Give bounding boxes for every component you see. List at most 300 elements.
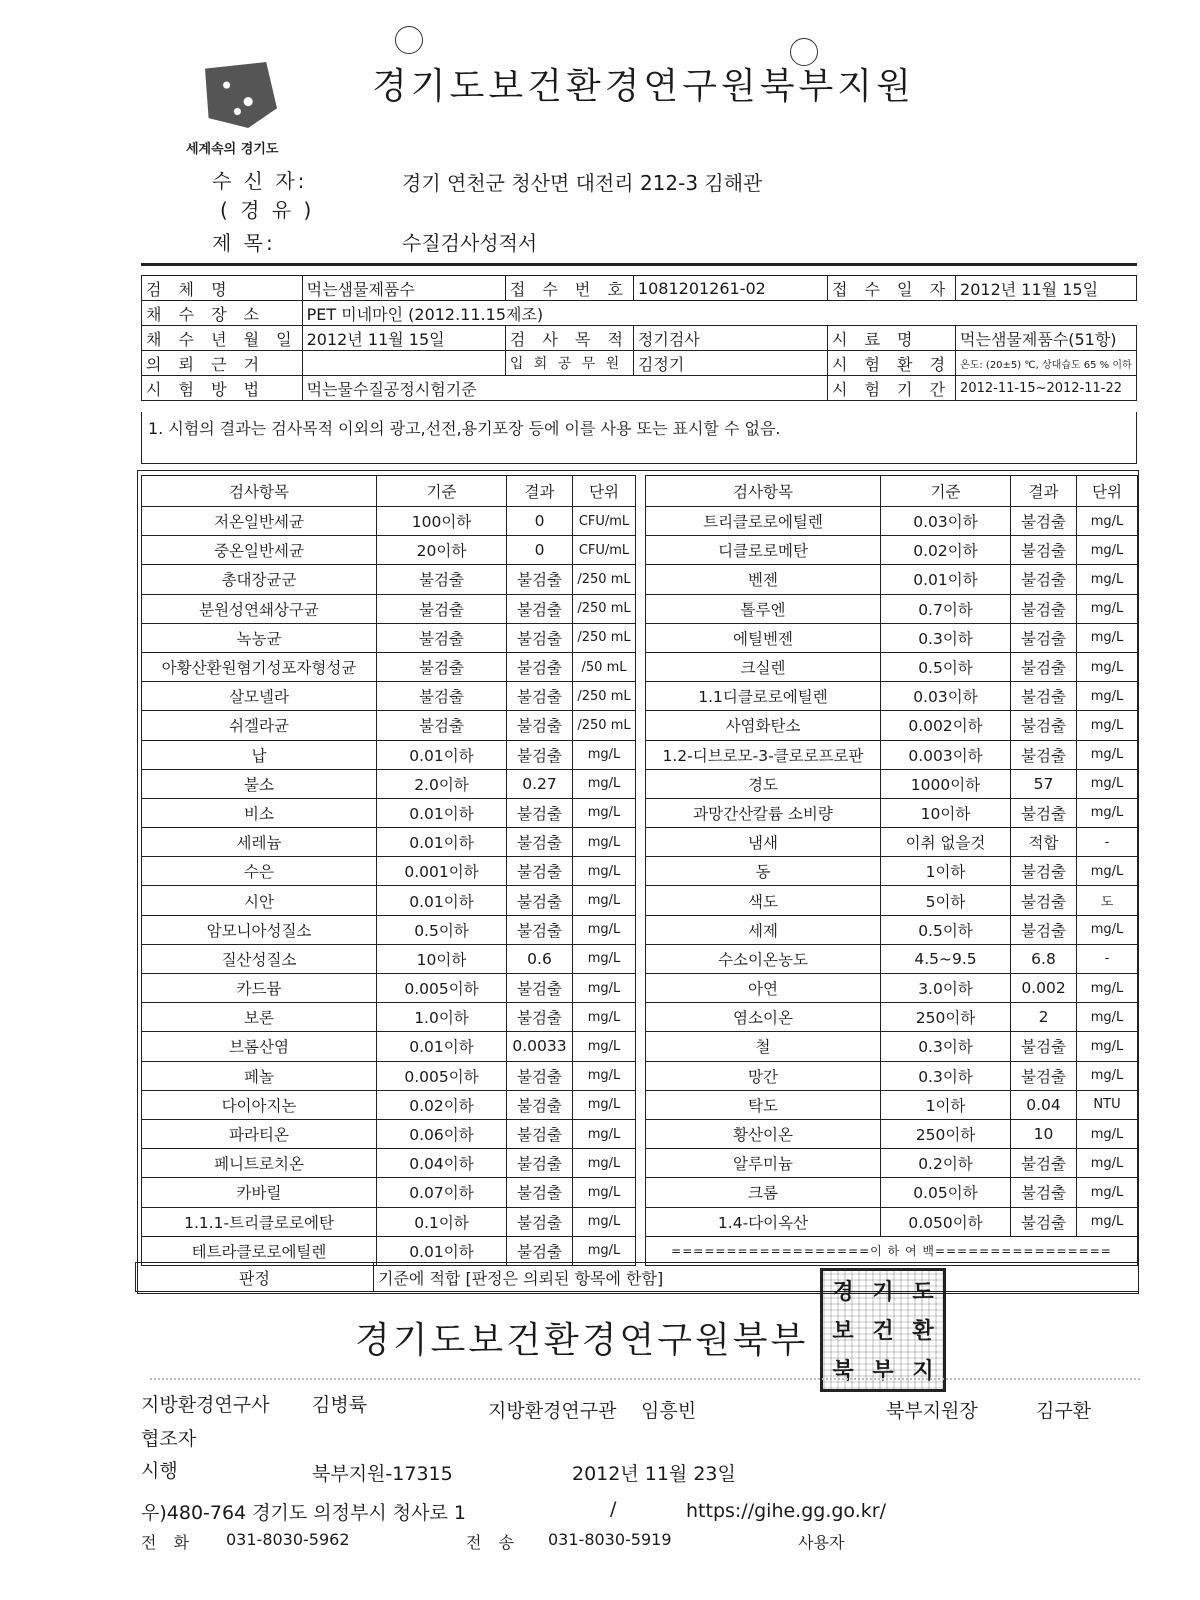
cell-unit: 도 [1077,886,1138,915]
result-row [646,652,1138,681]
col-unit-header: 단위 [1077,476,1138,507]
col-result-header: 결과 [1011,476,1077,507]
cell-item: 보론 [142,1003,377,1032]
cell-item: 황산이온 [646,1119,881,1148]
cell-item: 암모니아성질소 [142,915,377,944]
specimen-value: 먹는샘물제품수 [302,276,505,301]
punch-hole-left [395,26,423,54]
result-row [646,1119,1138,1148]
col-standard-header: 기준 [881,476,1011,507]
seal-char: 경 [832,1280,854,1306]
researcher-name: 김병륙 [312,1394,368,1416]
cell-item: 톨루엔 [646,594,881,623]
sampling-place-value: PET 미네마인 (2012.11.15제조) [302,301,1136,326]
cell-result: 불검출 [1011,857,1077,886]
result-row [646,1090,1138,1119]
result-row [142,1061,636,1090]
issuer-name: 경기도보건환경연구원북부 [355,1320,809,1361]
result-row [142,1003,636,1032]
cell-item: 분원성연쇄상구균 [142,594,377,623]
cell-result: 불검출 [507,886,573,915]
result-row [142,1119,636,1148]
notice-text: 1. 시험의 결과는 검사목적 이외의 광고,선전,용기포장 등에 이를 사용 또는 표시할 수 없음. [141,412,1137,464]
cell-unit: mg/L [573,798,636,827]
cell-result: 불검출 [1011,1207,1077,1236]
result-row [646,565,1138,594]
result-row [646,536,1138,565]
cell-standard: 0.2이하 [881,1149,1011,1178]
cell-unit: mg/L [1077,652,1138,681]
cell-result: 불검출 [1011,594,1077,623]
result-row [646,1149,1138,1178]
cell-result: 불검출 [1011,536,1077,565]
cell-item: 총대장균군 [142,565,377,594]
cell-standard: 0.02이하 [881,536,1011,565]
blank-remainder-text: ==================이 하 여 백================ [646,1236,1138,1265]
blank-remainder-row [646,1236,1138,1265]
cell-standard: 0.5이하 [377,915,507,944]
cell-item: 수은 [142,857,377,886]
cell-standard: 0.5이하 [881,915,1011,944]
cell-item: 1.1디클로로에틸렌 [646,682,881,711]
cell-item: 아황산환원혐기성포자형성균 [142,652,377,681]
cell-standard: 0.07이하 [377,1178,507,1207]
cell-unit: mg/L [573,944,636,973]
cell-standard: 0.01이하 [377,1236,507,1265]
results-table-left [141,475,636,1266]
cell-item: 비소 [142,798,377,827]
cell-standard: 0.02이하 [377,1090,507,1119]
cell-standard: 0.01이하 [377,798,507,827]
cell-standard: 0.01이하 [377,886,507,915]
env-label: 시 험 환 경 [827,351,955,376]
result-row [142,1236,636,1265]
cell-result: 불검출 [1011,740,1077,769]
cell-standard: 0.03이하 [881,507,1011,536]
receipt-date-label: 접 수 일 자 [827,276,955,301]
col-unit-header: 단위 [573,476,636,507]
cell-result: 불검출 [507,652,573,681]
cell-unit: /250 mL [573,682,636,711]
logo-caption: 세계속의 경기도 [186,142,279,157]
cell-item: 크롬 [646,1178,881,1207]
cell-unit: mg/L [1077,623,1138,652]
results-table-right [645,475,1138,1266]
specimen-label: 검 체 명 [142,276,303,301]
cell-result: 불검출 [507,1149,573,1178]
cell-result: 불검출 [1011,507,1077,536]
cell-result: 불검출 [507,1207,573,1236]
cell-unit: mg/L [573,1119,636,1148]
document-title: 경기도보건환경연구원북부지원 [372,66,915,107]
cell-standard: 불검출 [377,594,507,623]
cell-standard: 0.03이하 [881,682,1011,711]
result-row [142,711,636,740]
cell-item: 1.4-다이옥산 [646,1207,881,1236]
cell-item: 질산성질소 [142,944,377,973]
result-row [142,507,636,536]
verdict-table [135,1262,1139,1292]
cell-result: 불검출 [1011,565,1077,594]
cell-standard: 불검출 [377,652,507,681]
cell-result: 0 [507,507,573,536]
cell-result: 불검출 [507,711,573,740]
cell-standard: 0.001이하 [377,857,507,886]
period-label: 시 험 기 간 [827,376,955,401]
seal-char: 기 [872,1280,894,1306]
sample-name-value: 먹는샘물제품수(51항) [956,326,1137,351]
official-value: 김정기 [633,351,827,376]
cell-result: 0 [507,536,573,565]
cell-unit: mg/L [573,1236,636,1265]
result-row [646,594,1138,623]
result-row [646,711,1138,740]
address: 우)480-764 경기도 의정부시 청사로 1 [141,1502,466,1524]
cell-unit: mg/L [573,1090,636,1119]
cell-result: 불검출 [507,798,573,827]
cell-unit: mg/L [1077,1178,1138,1207]
cell-item: 테트라클로로에틸렌 [142,1236,377,1265]
cell-unit: mg/L [573,886,636,915]
cell-result: 6.8 [1011,944,1077,973]
cell-item: 수소이온농도 [646,944,881,973]
cell-result: 불검출 [507,682,573,711]
col-item-header: 검사항목 [646,476,881,507]
receipt-date-value: 2012년 11월 15일 [956,276,1137,301]
cell-item: 색도 [646,886,881,915]
cell-item: 카드뮴 [142,974,377,1003]
cell-standard: 4.5~9.5 [881,944,1011,973]
result-row [646,1207,1138,1236]
director-title: 북부지원장 [886,1400,978,1422]
cell-standard: 불검출 [377,623,507,652]
env-value: 온도: (20±5) ℃, 상대습도 65 % 이하 [956,351,1137,376]
cell-unit: mg/L [1077,507,1138,536]
result-row [646,798,1138,827]
result-row [142,1178,636,1207]
cell-result: 불검출 [1011,886,1077,915]
cell-unit: mg/L [1077,798,1138,827]
dotted-divider [150,1378,1140,1380]
cell-item: 불소 [142,769,377,798]
cell-unit: mg/L [573,1207,636,1236]
cell-result: 0.27 [507,769,573,798]
cell-unit: mg/L [1077,857,1138,886]
officer-name: 임흥빈 [641,1400,697,1422]
basis-value [302,351,505,376]
cell-item: 탁도 [646,1090,881,1119]
cell-standard: 2.0이하 [377,769,507,798]
result-row [646,507,1138,536]
cell-unit: mg/L [573,915,636,944]
cell-result: 불검출 [1011,711,1077,740]
cell-item: 녹농균 [142,623,377,652]
cell-result: 불검출 [507,1090,573,1119]
website-link[interactable]: https://gihe.gg.go.kr/ [686,1500,886,1522]
cell-standard: 0.7이하 [881,594,1011,623]
cell-standard: 0.3이하 [881,623,1011,652]
cell-standard: 1000이하 [881,769,1011,798]
receipt-no-value: 1081201261-02 [633,276,827,301]
seal-char: 보 [832,1319,854,1345]
result-row [646,915,1138,944]
result-row [142,623,636,652]
purpose-value: 정기검사 [633,326,827,351]
result-row [142,1032,636,1061]
cell-item: 쉬겔라균 [142,711,377,740]
subject-label: 제 목: [212,231,276,255]
cell-result: 불검출 [1011,682,1077,711]
result-row [142,652,636,681]
subject-value: 수질검사성적서 [402,231,538,255]
cell-result: 0.6 [507,944,573,973]
cell-unit: mg/L [573,828,636,857]
cell-standard: 0.003이하 [881,740,1011,769]
enforcement-label: 시행 [141,1460,178,1482]
cell-unit: /50 mL [573,652,636,681]
cell-standard: 0.3이하 [881,1032,1011,1061]
cell-standard: 1이하 [881,857,1011,886]
phone-label: 전 화 [141,1533,195,1552]
cell-unit: mg/L [1077,769,1138,798]
enforcement-doc-no: 북부지원-17315 [312,1463,453,1485]
cell-item: 중온일반세균 [142,536,377,565]
official-label: 입 회 공 무 원 [505,351,633,376]
seal-char: 부 [872,1358,894,1384]
cell-unit: mg/L [573,1032,636,1061]
contact-separator: / [610,1498,617,1520]
cell-unit: mg/L [1077,1061,1138,1090]
cell-standard: 불검출 [377,565,507,594]
cell-result: 불검출 [507,1236,573,1265]
result-row [646,857,1138,886]
sampling-place-label: 채 수 장 소 [142,301,303,326]
cell-standard: 이취 없을것 [881,828,1011,857]
cell-standard: 10이하 [377,944,507,973]
seal-char: 건 [872,1319,894,1345]
cell-item: 경도 [646,769,881,798]
cell-unit: /250 mL [573,711,636,740]
cell-standard: 5이하 [881,886,1011,915]
cell-item: 알루미늄 [646,1149,881,1178]
cooperator-label: 협조자 [141,1428,197,1450]
result-row [142,828,636,857]
cell-result: 불검출 [1011,623,1077,652]
cell-standard: 0.1이하 [377,1207,507,1236]
cell-item: 브롬산염 [142,1032,377,1061]
cell-item: 다이아지논 [142,1090,377,1119]
result-row [646,1061,1138,1090]
cell-unit: mg/L [1077,1032,1138,1061]
result-row [142,798,636,827]
cell-standard: 0.06이하 [377,1119,507,1148]
cell-standard: 20이하 [377,536,507,565]
user-label: 사용자 [798,1533,845,1552]
cell-unit: mg/L [573,1003,636,1032]
cell-result: 불검출 [507,623,573,652]
cell-result: 불검출 [507,857,573,886]
cell-standard: 0.01이하 [377,740,507,769]
cell-item: 1.2-디브로모-3-클로로프로판 [646,740,881,769]
result-row [646,1003,1138,1032]
cell-item: 과망간산칼륨 소비량 [646,798,881,827]
verdict-label: 판정 [136,1263,374,1292]
cell-result: 불검출 [1011,1178,1077,1207]
cell-standard: 불검출 [377,682,507,711]
cell-unit: mg/L [1077,682,1138,711]
cell-unit: mg/L [573,1149,636,1178]
result-row [646,682,1138,711]
official-seal [820,1268,946,1392]
cell-result: 0.04 [1011,1090,1077,1119]
cell-result: 불검출 [507,1061,573,1090]
col-standard-header: 기준 [377,476,507,507]
cell-standard: 0.050이하 [881,1207,1011,1236]
seal-char: 지 [912,1358,934,1384]
via-label: ( 경 유 ) [220,198,315,222]
cell-standard: 0.5이하 [881,652,1011,681]
cell-standard: 1.0이하 [377,1003,507,1032]
fax-label: 전 송 [466,1533,520,1552]
cell-unit: mg/L [1077,711,1138,740]
cell-item: 철 [646,1032,881,1061]
phone-number: 031-8030-5962 [226,1530,350,1549]
cell-result: 불검출 [1011,1061,1077,1090]
cell-standard: 0.002이하 [881,711,1011,740]
cell-unit: /250 mL [573,594,636,623]
result-row [646,886,1138,915]
col-item-header: 검사항목 [142,476,377,507]
cell-unit: mg/L [1077,1207,1138,1236]
cell-standard: 3.0이하 [881,974,1011,1003]
cell-item: 카바릴 [142,1178,377,1207]
result-row [646,828,1138,857]
result-row [646,974,1138,1003]
enforcement-date: 2012년 11월 23일 [572,1463,736,1485]
cell-unit: - [1077,828,1138,857]
cell-unit: mg/L [573,857,636,886]
result-row [142,594,636,623]
cell-result: 불검출 [1011,652,1077,681]
result-row [646,740,1138,769]
cell-unit: mg/L [573,769,636,798]
cell-standard: 1이하 [881,1090,1011,1119]
cell-item: 에틸벤젠 [646,623,881,652]
result-row [646,944,1138,973]
result-row [142,974,636,1003]
cell-result: 불검출 [507,565,573,594]
cell-unit: mg/L [1077,915,1138,944]
receipt-no-label: 접 수 번 호 [505,276,633,301]
cell-result: 0.0033 [507,1032,573,1061]
cell-unit: NTU [1077,1090,1138,1119]
cell-result: 0.002 [1011,974,1077,1003]
cell-item: 크실렌 [646,652,881,681]
cell-result: 불검출 [507,828,573,857]
cell-unit: mg/L [573,974,636,1003]
cell-result: 불검출 [507,594,573,623]
cell-unit: mg/L [1077,740,1138,769]
cell-standard: 250이하 [881,1119,1011,1148]
result-row [142,1207,636,1236]
cell-unit: CFU/mL [573,536,636,565]
cell-standard: 0.01이하 [881,565,1011,594]
cell-item: 디클로로메탄 [646,536,881,565]
recipient-label: 수 신 자: [212,169,308,193]
header-divider [141,263,1137,266]
result-row [142,740,636,769]
result-row [646,769,1138,798]
cell-standard: 불검출 [377,711,507,740]
cell-result: 불검출 [1011,1032,1077,1061]
cell-unit: mg/L [573,1178,636,1207]
result-row [142,565,636,594]
cell-result: 불검출 [507,1178,573,1207]
cell-unit: mg/L [1077,974,1138,1003]
cell-item: 페니트로치온 [142,1149,377,1178]
result-row [142,682,636,711]
cell-unit: - [1077,944,1138,973]
cell-standard: 100이하 [377,507,507,536]
result-row [142,1149,636,1178]
cell-result: 불검출 [1011,798,1077,827]
result-row [142,886,636,915]
result-row [142,769,636,798]
cell-result: 적합 [1011,828,1077,857]
cell-item: 세제 [646,915,881,944]
cell-result: 불검출 [507,974,573,1003]
sample-name-label: 시 료 명 [827,326,955,351]
seal-char: 도 [912,1280,934,1306]
cell-item: 아연 [646,974,881,1003]
verdict-value: 기준에 적합 [판정은 의뢰된 항목에 한함] [374,1263,1139,1292]
sampling-date-value: 2012년 11월 15일 [302,326,505,351]
officer-title: 지방환경연구관 [488,1400,617,1422]
cell-unit: mg/L [1077,594,1138,623]
cell-item: 시안 [142,886,377,915]
result-row [142,944,636,973]
cell-result: 불검출 [507,740,573,769]
period-value: 2012-11-15~2012-11-22 [956,376,1137,401]
method-label: 시 험 방 법 [142,376,303,401]
cell-item: 벤젠 [646,565,881,594]
cell-unit: mg/L [573,1061,636,1090]
result-row [142,536,636,565]
cell-unit: /250 mL [573,623,636,652]
cell-unit: mg/L [1077,1149,1138,1178]
seal-char: 환 [912,1319,934,1345]
cell-standard: 0.05이하 [881,1178,1011,1207]
cell-result: 불검출 [507,1119,573,1148]
cell-unit: mg/L [1077,536,1138,565]
purpose-label: 검 사 목 적 [505,326,633,351]
cell-standard: 0.01이하 [377,828,507,857]
sampling-date-label: 채 수 년 월 일 [142,326,303,351]
cell-unit: CFU/mL [573,507,636,536]
cell-unit: /250 mL [573,565,636,594]
cell-result: 2 [1011,1003,1077,1032]
cell-unit: mg/L [1077,1119,1138,1148]
cell-result: 10 [1011,1119,1077,1148]
director-name: 김구환 [1036,1400,1092,1422]
cell-standard: 0.005이하 [377,974,507,1003]
cell-standard: 0.01이하 [377,1032,507,1061]
cell-standard: 0.005이하 [377,1061,507,1090]
basis-label: 의 뢰 근 거 [142,351,303,376]
cell-item: 냄새 [646,828,881,857]
cell-item: 저온일반세균 [142,507,377,536]
cell-item: 사염화탄소 [646,711,881,740]
